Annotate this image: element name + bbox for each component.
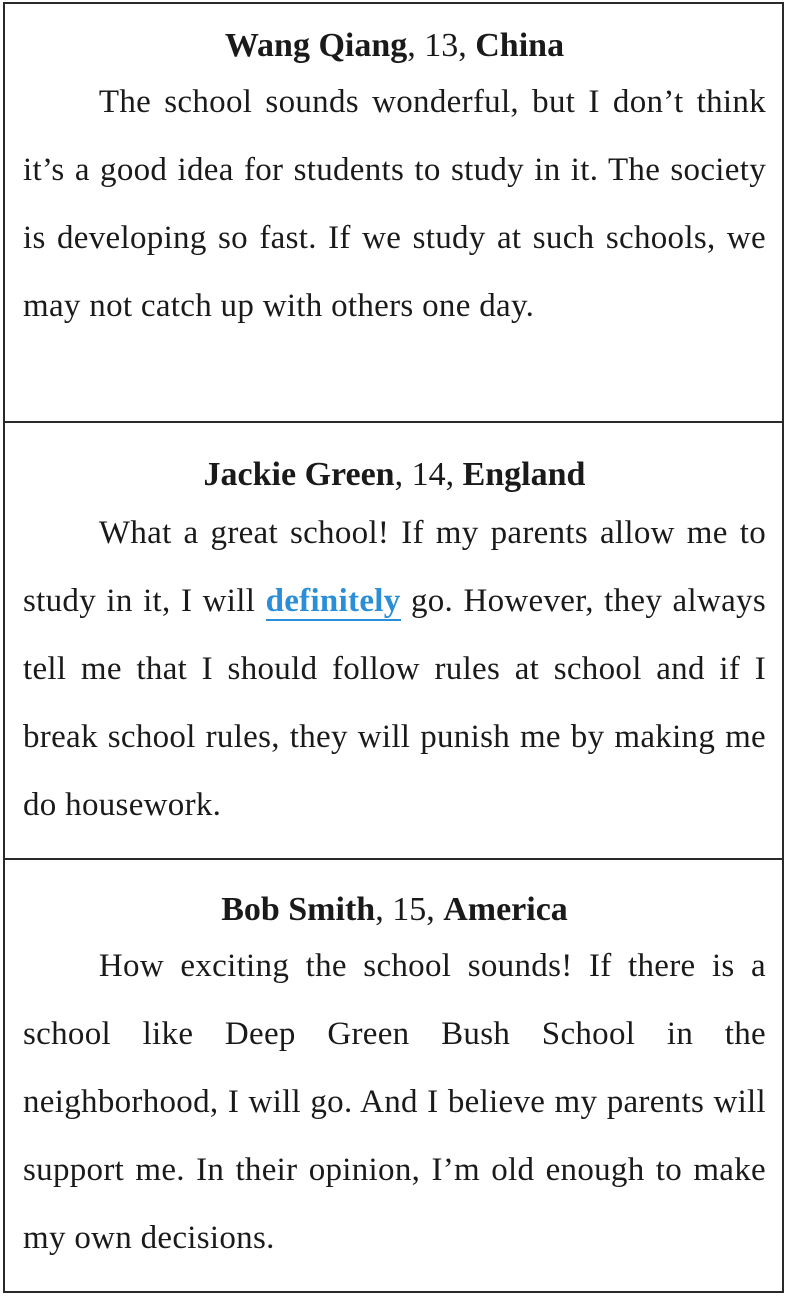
separator: , xyxy=(375,891,393,928)
comment-bob-smith xyxy=(5,858,782,1293)
author-country: China xyxy=(475,27,565,64)
comment-text-after: go. However, they always tell me that I should follow rules at school and if I break school rules, they will punish me by making me do housework. xyxy=(23,583,766,823)
separator: , xyxy=(458,27,476,64)
comment-heading xyxy=(23,4,766,66)
comment-wang-qiang xyxy=(5,4,782,421)
comment-text-before: What a great school! If my parents allow me to study in it, I will xyxy=(23,515,766,619)
author-age: 15 xyxy=(392,891,427,928)
separator: , xyxy=(445,456,463,493)
comment-heading xyxy=(23,860,766,930)
comment-heading xyxy=(23,423,766,495)
comment-text: How exciting the school sounds! If there is a school like Deep Green Bush School in the neighborhood, I will go. And I believe my parents will support me. In their opinion, I’m old enough to make my own decisions. xyxy=(23,948,766,1256)
author-country: England xyxy=(462,456,586,493)
author-name: Jackie Green xyxy=(203,456,395,493)
separator: , xyxy=(426,891,444,928)
author-name: Bob Smith xyxy=(221,891,376,928)
comments-table xyxy=(3,2,784,1293)
separator: , xyxy=(407,27,425,64)
author-name: Wang Qiang xyxy=(224,27,408,64)
author-country: America xyxy=(443,891,568,928)
comment-jackie-green xyxy=(5,421,782,858)
author-age: 13 xyxy=(424,27,459,64)
separator: , xyxy=(394,456,412,493)
author-age: 14 xyxy=(411,456,446,493)
highlighted-word: definitely xyxy=(265,583,401,619)
comment-text xyxy=(23,499,766,839)
comment-text: The school sounds wonderful, but I don’t think it’s a good idea for students to study in it. The society is developing so fast. If we study at such schools, we may not catch up with others one day. xyxy=(23,84,766,324)
